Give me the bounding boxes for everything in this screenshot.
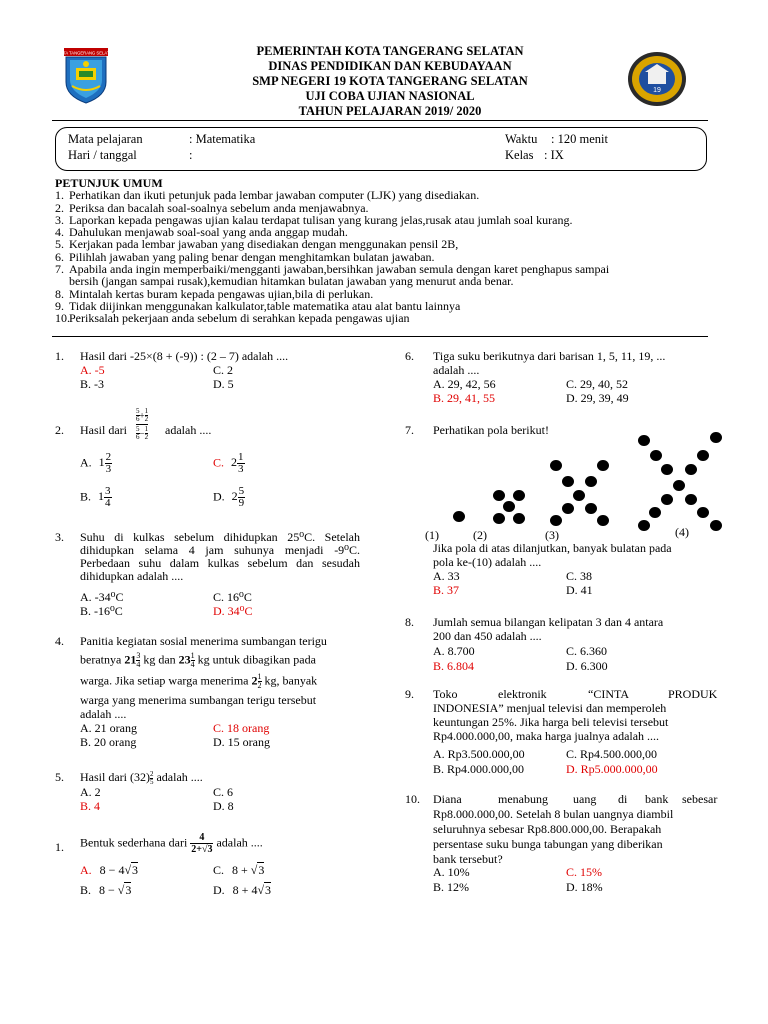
question-number: 4. xyxy=(55,634,64,648)
question-number: 2. xyxy=(55,423,64,437)
subject-value: : Matematika xyxy=(189,132,256,146)
text-segment: warga. Jika setiap warga menerima xyxy=(80,673,249,688)
pattern-dot xyxy=(597,515,609,526)
pattern-dot xyxy=(573,490,585,501)
option-a[interactable]: A. 8 − 4√3 xyxy=(80,863,139,877)
option-d[interactable]: D. 34⁰C xyxy=(213,604,253,618)
pattern-dot xyxy=(562,503,574,514)
question-line-4: warga yang menerima sumbangan terigu tersebut xyxy=(80,693,317,707)
instruction-number: 2. xyxy=(55,200,64,215)
text-segment: elektronik xyxy=(498,687,547,701)
pattern-dot xyxy=(710,520,722,531)
option-a[interactable]: A. 10% xyxy=(433,865,470,879)
question-line-2: Rp8.000.000,00. Setelah 8 bulan uangnya diambil xyxy=(433,807,674,821)
question-line-5: adalah .... xyxy=(80,707,127,721)
option-d[interactable]: D. 8 xyxy=(213,799,234,813)
pattern-dot xyxy=(453,511,465,522)
time-label: Waktu xyxy=(505,132,538,146)
instruction-text: Perhatikan dan ikuti petunjuk pada lembar jawaban computer (LJK) yang disediakan. xyxy=(69,188,480,203)
question-text: Hasil dari -25×(8 + (-9)) : (2 – 7) adalah .... xyxy=(80,349,289,363)
instruction-text: Pilihlah jawaban yang paling benar dengan menghitamkan bulatan jawaban. xyxy=(69,249,435,264)
pattern-dot xyxy=(585,503,597,514)
class-label: Kelas xyxy=(505,148,534,162)
pattern-dot xyxy=(638,435,650,446)
option-d[interactable] xyxy=(213,486,245,509)
instruction-number: 10. xyxy=(55,311,70,326)
header-line-2: DINAS PENDIDIKAN DAN KEBUDAYAAN xyxy=(268,59,512,73)
instruction-text: Apabila anda ingin memperbaiki/mengganti jawaban,bersihkan jawaban semula dengan karet penghapus sampai xyxy=(69,262,610,277)
subject-label: Mata pelajaran xyxy=(68,132,143,146)
option-c[interactable]: C. Rp4.500.000,00 xyxy=(566,747,658,761)
day-value: : xyxy=(189,148,193,162)
radicand: 3 xyxy=(265,883,272,897)
pattern-dot xyxy=(562,476,574,487)
question-9 xyxy=(405,688,720,780)
option-a[interactable]: A. 21 orang xyxy=(80,721,137,735)
question-6 xyxy=(405,350,720,410)
question-number: 3. xyxy=(55,530,64,544)
option-b[interactable] xyxy=(80,486,112,509)
pattern-dot xyxy=(550,460,562,471)
option-d[interactable]: D. 15 orang xyxy=(213,735,270,749)
mixed-whole: 23 xyxy=(178,652,191,667)
option-c[interactable] xyxy=(213,452,245,475)
instruction-text: Periksa dan bacalah soal-soalnya sebelum anda menjawabnya. xyxy=(69,200,369,215)
option-value: 8 + xyxy=(232,863,251,877)
instruction-text: bersih (jangan sampai rusak),kemudian hitamkan bulatan jawaban yang menurut anda benar. xyxy=(69,274,514,289)
instruction-number: 6. xyxy=(55,249,64,264)
option-d[interactable]: D. 6.300 xyxy=(566,659,608,673)
question-3 xyxy=(55,531,365,621)
plus-sign: + xyxy=(139,410,145,421)
question-line-2: 200 dan 450 adalah .... xyxy=(433,629,542,643)
header-line-4: UJI COBA UJIAN NASIONAL xyxy=(305,89,475,103)
option-a[interactable]: A. 2 xyxy=(80,785,101,799)
header-rule xyxy=(52,120,708,121)
option-value: 8 − xyxy=(99,883,118,897)
option-b[interactable]: B. 37 xyxy=(433,583,460,597)
mixed-den: 4 xyxy=(136,660,141,669)
question-2 xyxy=(55,408,375,518)
question-number: 9. xyxy=(405,687,414,701)
exponent-den: 5 xyxy=(149,778,154,786)
text-segment: di xyxy=(618,792,628,806)
instruction-item xyxy=(55,312,715,324)
question-line-2: Jika pola di atas dilanjutkan, banyak bulatan pada xyxy=(433,541,672,555)
pattern-dot xyxy=(650,450,662,461)
option-a[interactable]: A. -34⁰C xyxy=(80,590,124,604)
option-value: 8 + 4 xyxy=(232,883,258,897)
question-7 xyxy=(405,424,725,604)
option-d[interactable]: D. 41 xyxy=(566,583,593,597)
question-line-1: Jumlah semua bilangan kelipatan 3 dan 4 antara xyxy=(433,615,664,629)
pattern-dot xyxy=(685,494,697,505)
question-number: 7. xyxy=(405,423,414,437)
pattern-dot xyxy=(685,464,697,475)
option-d[interactable]: D. 29, 39, 49 xyxy=(566,391,629,405)
question-line-1: Panitia kegiatan sosial menerima sumbangan terigu xyxy=(80,634,327,648)
instructions-rule xyxy=(52,336,708,337)
pattern-dot xyxy=(513,513,525,524)
option-c[interactable]: C. 2 xyxy=(213,363,234,377)
frac-den: 2 xyxy=(144,433,149,441)
day-label: Hari / tanggal xyxy=(68,148,137,162)
option-whole: 1 xyxy=(98,489,105,504)
question-line-4: Rp4.000.000,00, maka harga jualnya adalah .... xyxy=(433,729,660,743)
option-a[interactable]: A. -5 xyxy=(80,363,105,377)
option-c[interactable]: C. 15% xyxy=(566,865,602,879)
question-text-post: adalah .... xyxy=(165,423,212,437)
pattern-dot xyxy=(697,450,709,461)
pattern-dot xyxy=(597,460,609,471)
frac-den: 6 xyxy=(136,415,140,423)
minus-sign: − xyxy=(139,428,145,439)
frac-num: 1 xyxy=(144,407,149,415)
radicand: 3 xyxy=(125,883,132,897)
question-10 xyxy=(405,793,720,898)
class-value: : IX xyxy=(544,148,564,162)
option-label: A. xyxy=(80,455,92,470)
instruction-number: 8. xyxy=(55,286,64,301)
option-label: B. xyxy=(80,883,92,897)
text-segment: Hasil dari (32) xyxy=(80,770,150,784)
question-line-5: bank tersebut? xyxy=(433,852,503,866)
instruction-text: Periksalah pekerjaan anda sebelum di serahkan kepada pengawas ujian xyxy=(69,311,410,326)
instruction-text: Kerjakan pada lembar jawaban yang disediakan dengan menggunakan pensil 2B, xyxy=(69,237,459,252)
option-label: B. xyxy=(80,489,92,504)
option-b[interactable]: B. -16⁰C xyxy=(80,604,123,618)
pattern-dot xyxy=(585,476,597,487)
question-number: 8. xyxy=(405,615,414,629)
question-text: Perhatikan pola berikut! xyxy=(433,423,549,437)
option-a[interactable] xyxy=(80,452,112,475)
question-number: 1. xyxy=(55,349,64,363)
pattern-dot xyxy=(673,480,685,491)
instruction-number: 1. xyxy=(55,188,64,203)
option-c[interactable]: C. 38 xyxy=(566,569,593,583)
pattern-dot xyxy=(710,432,722,443)
option-c[interactable]: C. 6.360 xyxy=(566,644,608,658)
pattern-dot xyxy=(638,520,650,531)
radicand: 3 xyxy=(258,863,265,877)
pattern-dot xyxy=(661,494,673,505)
option-c[interactable]: C. 16⁰C xyxy=(213,590,252,604)
option-whole: 2 xyxy=(231,489,238,504)
question-8 xyxy=(405,616,720,676)
question-number: 10. xyxy=(405,792,420,806)
question-text-pre: Hasil dari xyxy=(80,423,127,437)
question-text xyxy=(80,832,263,855)
pattern-label-1: (1) xyxy=(425,528,439,542)
pattern-dot xyxy=(513,490,525,501)
complex-fraction xyxy=(136,408,148,441)
instruction-number: 4. xyxy=(55,225,64,240)
text-segment: Toko xyxy=(433,687,458,701)
option-a[interactable]: A. 33 xyxy=(433,569,460,583)
option-a[interactable]: A. 8.700 xyxy=(433,644,475,658)
text-segment: PRODUK xyxy=(668,687,718,701)
option-b[interactable]: B. 8 − √3 xyxy=(80,883,132,897)
question-line-3: seluruhnya sebesar Rp8.800.000,00. Berapakah xyxy=(433,822,662,836)
instruction-number: 5. xyxy=(55,237,64,252)
pattern-label-2: (2) xyxy=(473,528,487,542)
frac-den: 2+√3 xyxy=(191,844,213,855)
header-line-1: PEMERINTAH KOTA TANGERANG SELATAN xyxy=(256,44,524,58)
instruction-text: Mintalah kertas buram kepada pengawas ujian,bila di perlukan. xyxy=(69,286,374,301)
question-1 xyxy=(55,350,375,396)
question-number: 6. xyxy=(405,349,414,363)
pattern-dot xyxy=(493,513,505,524)
question-surd xyxy=(55,830,365,900)
option-b[interactable]: B. -3 xyxy=(80,377,104,391)
instruction-number: 7. xyxy=(55,262,64,277)
option-den: 3 xyxy=(238,463,244,475)
question-number: 1. xyxy=(55,840,64,854)
question-line-4: persentase suku bunga tabungan yang diberikan xyxy=(433,837,663,851)
radicand: 3 xyxy=(132,863,139,877)
option-num: 3 xyxy=(105,485,111,497)
pattern-label-3: (3) xyxy=(545,528,559,542)
frac-num: 4 xyxy=(190,832,213,844)
logo-right-number: 19 xyxy=(653,87,661,94)
exam-info-box xyxy=(55,127,707,171)
text-segment: kg untuk dibagikan pada xyxy=(197,652,316,667)
text-segment: “CINTA xyxy=(588,687,630,701)
pattern-dot xyxy=(550,515,562,526)
frac-num: 5 xyxy=(136,425,140,433)
exponent-num: 2 xyxy=(149,770,154,778)
question-4 xyxy=(55,635,370,755)
option-b[interactable]: B. 4 xyxy=(80,799,101,813)
logo-left-caption: KOTA TANGERANG SELATAN xyxy=(57,50,115,56)
question-line-2: adalah .... xyxy=(433,363,480,377)
question-number: 5. xyxy=(55,770,64,784)
option-b[interactable]: B. Rp4.000.000,00 xyxy=(433,762,525,776)
frac-num: 5 xyxy=(136,407,140,415)
mixed-num: 1 xyxy=(190,651,195,660)
option-b[interactable]: B. 12% xyxy=(433,880,469,894)
text-segment: sebesar xyxy=(682,792,718,806)
instruction-text: Dahulukan menjawab soal-soal yang anda anggap mudah. xyxy=(69,225,348,240)
pattern-dot xyxy=(493,490,505,501)
text-segment: kg, banyak xyxy=(264,673,318,688)
option-b[interactable]: B. 20 orang xyxy=(80,735,137,749)
general-instructions xyxy=(55,177,715,325)
text-segment: beratnya xyxy=(80,652,122,667)
question-line-2 xyxy=(80,652,316,669)
question-line-3: keuntungan 25%. Jika harga beli televisi tersebut xyxy=(433,715,669,729)
question-5 xyxy=(55,768,365,818)
mixed-den: 2 xyxy=(257,681,262,690)
frac-den: 2 xyxy=(144,415,149,423)
text-segment: Diana xyxy=(433,792,462,806)
option-b[interactable]: B. 6.804 xyxy=(433,659,475,673)
instruction-number: 3. xyxy=(55,212,64,227)
text-segment: adalah .... xyxy=(156,770,203,784)
option-num: 2 xyxy=(105,451,112,463)
instructions-title: PETUNJUK UMUM xyxy=(55,176,163,190)
question-text xyxy=(80,771,203,786)
question-text: Suhu di kulkas sebelum dihidupkan 25⁰C. Setelah dihidupkan selama 4 jam suhunya menjadi -9⁰C. Perbedaan suhu dalam kulkas sebelum dan sesudah dihidupkan adalah .... xyxy=(80,530,360,583)
option-c[interactable]: C. 18 orang xyxy=(213,721,270,735)
text-segment: menabung xyxy=(498,792,548,806)
mixed-whole: 21 xyxy=(124,652,137,667)
pattern-dot xyxy=(649,507,661,518)
frac-den: 6 xyxy=(136,433,140,441)
question-line-3: pola ke-(10) adalah .... xyxy=(433,555,542,569)
option-d[interactable]: D. 8 + 4√3 xyxy=(213,883,272,897)
frac-num: 1 xyxy=(144,425,149,433)
smpn-19-logo xyxy=(627,50,687,108)
option-d[interactable]: D. Rp5.000.000,00 xyxy=(566,762,658,776)
question-line-3 xyxy=(80,673,317,690)
option-label: D. xyxy=(213,883,225,897)
instruction-text: Laporkan kepada pengawas ujian kalau terdapat tulisan yang kurang jelas,rusak atau jumlah soal kurang. xyxy=(69,212,573,227)
pattern-dot xyxy=(503,501,515,512)
pattern-label-4: (4) xyxy=(675,525,689,539)
option-whole: 2 xyxy=(231,455,238,470)
option-c[interactable]: C. 29, 40, 52 xyxy=(566,377,629,391)
option-c[interactable]: C. 8 + √3 xyxy=(213,863,265,877)
option-d[interactable]: D. 18% xyxy=(566,880,603,894)
option-label: C. xyxy=(213,455,225,470)
option-c[interactable]: C. 6 xyxy=(213,785,234,799)
pattern-dot xyxy=(697,507,709,518)
option-label: A. xyxy=(80,863,92,877)
header-line-5: TAHUN PELAJARAN 2019/ 2020 xyxy=(298,104,482,118)
instruction-number: 9. xyxy=(55,298,64,313)
mixed-den: 4 xyxy=(190,660,195,669)
text-segment: adalah .... xyxy=(216,835,263,850)
option-den: 9 xyxy=(238,497,245,509)
option-d[interactable]: D. 5 xyxy=(213,377,234,391)
header-line-3: SMP NEGERI 19 KOTA TANGERANG SELATAN xyxy=(252,74,528,88)
option-num: 1 xyxy=(238,451,244,463)
time-value: : 120 menit xyxy=(551,132,608,146)
mixed-whole: 2 xyxy=(251,673,258,688)
kota-tangerang-selatan-logo xyxy=(57,46,115,106)
school-header xyxy=(150,44,630,119)
option-a[interactable]: A. Rp3.500.000,00 xyxy=(433,747,525,761)
instruction-text: Tidak diijinkan menggunakan kalkulator,table matematika atau alat bantu lainnya xyxy=(69,298,461,313)
text-segment: Bentuk sederhana dari xyxy=(80,835,188,850)
option-b[interactable]: B. 29, 41, 55 xyxy=(433,391,496,405)
option-value: 8 − 4 xyxy=(99,863,125,877)
mixed-num: 1 xyxy=(257,672,262,681)
option-num: 5 xyxy=(238,485,245,497)
mixed-num: 3 xyxy=(136,651,141,660)
option-label: C. xyxy=(213,863,225,877)
option-whole: 1 xyxy=(98,455,105,470)
option-a[interactable]: A. 29, 42, 56 xyxy=(433,377,496,391)
option-label: D. xyxy=(213,489,225,504)
question-line-2: INDONESIA” menjual televisi dan memperoleh xyxy=(433,701,667,715)
text-segment: uang xyxy=(573,792,597,806)
question-line-1: Tiga suku berikutnya dari barisan 1, 5, 11, 19, ... xyxy=(433,349,666,363)
pattern-dot xyxy=(661,464,673,475)
option-den: 4 xyxy=(105,497,111,509)
text-segment: bank xyxy=(645,792,669,806)
text-segment: kg dan xyxy=(143,652,176,667)
option-den: 3 xyxy=(105,463,112,475)
